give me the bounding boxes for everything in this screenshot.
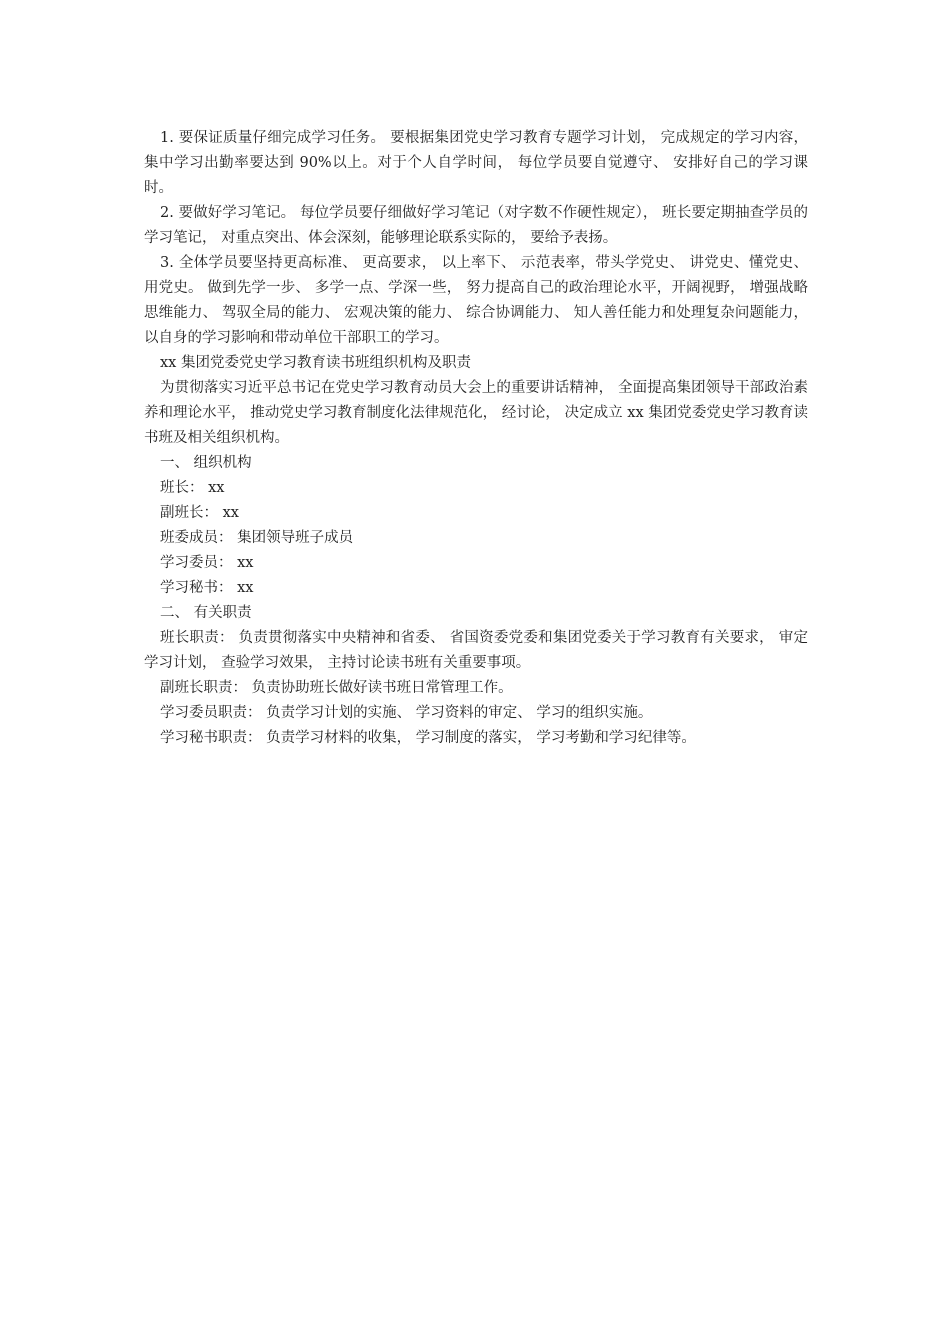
paragraph-vice-leader-duties: 副班长职责： 负责协助班长做好读书班日常管理工作。 [160,680,513,696]
paragraph-purpose: 为贯彻落实习近平总书记在党史学习教育动员大会上的重要讲话精神， 全面提高集团领导干部政治素养和理论水平， 推动党史学习教育制度化法律规范化， 经讨论， 决定成立 xx 集团党委党史学习教育读书班及相关组织机构。 [144,380,808,446]
paragraph-secretary-duties: 学习秘书职责： 负责学习材料的收集， 学习制度的落实， 学习考勤和学习纪律等。 [160,730,696,746]
document-body [144,126,808,751]
line-study-secretary: 学习秘书： xx [160,580,254,596]
line-vice-class-leader: 副班长： xx [160,505,239,521]
paragraph-committee-duties: 学习委员职责： 负责学习计划的实施、 学习资料的审定、 学习的组织实施。 [160,705,653,721]
line-committee-members: 班委成员： 集团领导班子成员 [160,530,354,546]
section-heading-structure: 一、 组织机构 [160,455,252,471]
paragraph-requirement-3: 3. 全体学员要坚持更高标准、 更高要求， 以上率下、 示范表率，带头学党史、 讲党史、懂党史、 用党史。 做到先学一步、 多学一点、学深一些， 努力提高自己的政治理论水平，开阔视野， 增强战略思维能力、 驾驭全局的能力、 宏观决策的能力、 综合协调能力、 知人善任能力和处理复杂问题能力， 以自身的学习影响和带动单位干部职工的学习。 [144,255,808,346]
line-study-committee: 学习委员： xx [160,555,254,571]
section-heading-organization-title: xx 集团党委党史学习教育读书班组织机构及职责 [160,355,471,371]
paragraph-requirement-1: 1. 要保证质量仔细完成学习任务。 要根据集团党史学习教育专题学习计划， 完成规定的学习内容， 集中学习出勤率要达到 90%以上。对于个人自学时间， 每位学员要自觉遵守、 安排好自己的学习课时。 [144,130,808,196]
paragraph-requirement-2: 2. 要做好学习笔记。 每位学员要仔细做好学习笔记（对字数不作硬性规定）， 班长要定期抽查学员的学习笔记， 对重点突出、体会深刻，能够理论联系实际的， 要给予表扬。 [144,205,808,246]
line-class-leader: 班长： xx [160,480,225,496]
paragraph-leader-duties: 班长职责： 负责贯彻落实中央精神和省委、 省国资委党委和集团党委关于学习教育有关要求， 审定学习计划， 查验学习效果， 主持讨论读书班有关重要事项。 [144,630,808,671]
section-heading-duties: 二、 有关职责 [160,605,252,621]
